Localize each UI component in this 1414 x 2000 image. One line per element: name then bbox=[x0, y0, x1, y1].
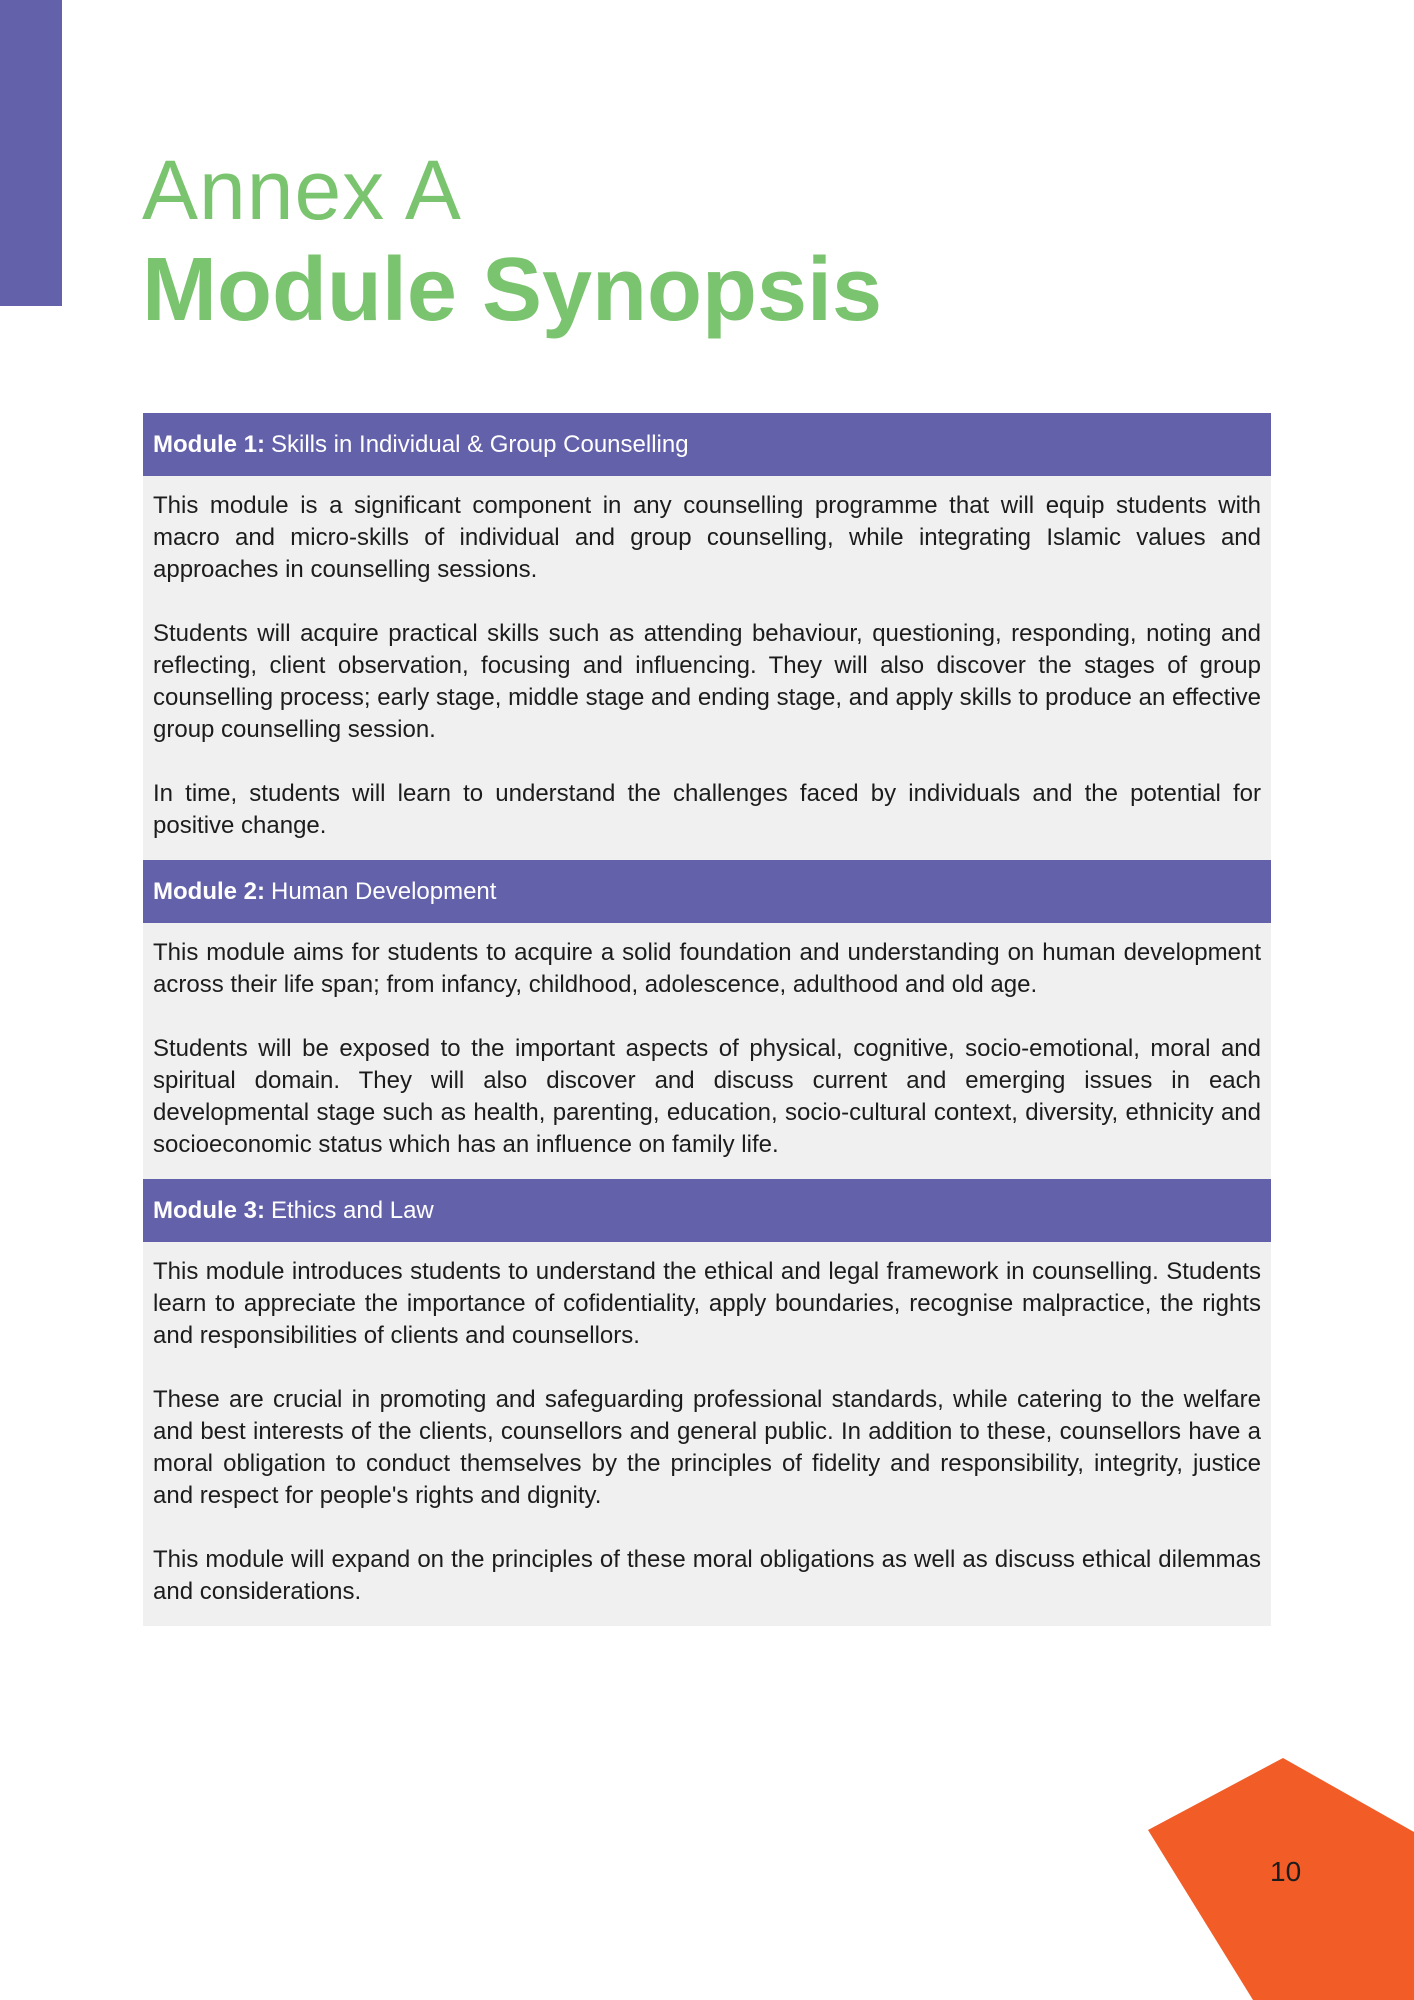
module-body bbox=[143, 476, 1271, 860]
module-paragraph: Students will be exposed to the important aspects of physical, cognitive, socio-emotional, moral and spiritual domain. They will also discover and discuss current and emerging issues in each developmental stage such as health, parenting, education, socio-cultural context, diversity, ethnicity and socioeconomic status which has an influence on family life. bbox=[153, 1035, 1261, 1158]
module-section bbox=[143, 860, 1271, 1179]
module-number: Module 3: bbox=[153, 1196, 265, 1224]
module-header bbox=[143, 413, 1271, 476]
module-section bbox=[143, 1179, 1271, 1626]
module-paragraph: This module introduces students to understand the ethical and legal framework in counselling. Students learn to appreciate the importance of cofidentiality, apply boundaries, recognise malpractice, the rights and responsibilities of clients and counsellors. bbox=[153, 1258, 1261, 1349]
annex-label: Annex A bbox=[142, 143, 462, 237]
module-paragraph: This module is a significant component in any counselling programme that will equip students with macro and micro-skills of individual and group counselling, while integrating Islamic values and approaches in counselling sessions. bbox=[153, 492, 1261, 583]
module-header bbox=[143, 1179, 1271, 1242]
page-title bbox=[142, 140, 882, 340]
page-number: 10 bbox=[1270, 1856, 1302, 1887]
module-list bbox=[143, 413, 1271, 1626]
module-paragraph: These are crucial in promoting and safeguarding professional standards, while catering to the welfare and best interests of the clients, counsellors and general public. In addition to these, counsellors have a moral obligation to conduct themselves by the principles of fidelity and responsibility, integrity, justice and respect for people's rights and dignity. bbox=[153, 1386, 1261, 1509]
module-section bbox=[143, 413, 1271, 860]
module-number: Module 2: bbox=[153, 877, 265, 905]
module-paragraph: This module will expand on the principles of these moral obligations as well as discuss ethical dilemmas and considerations. bbox=[153, 1546, 1261, 1605]
module-name: Ethics and Law bbox=[271, 1196, 434, 1224]
module-number: Module 1: bbox=[153, 430, 265, 458]
side-accent-bar bbox=[0, 0, 62, 306]
module-name: Skills in Individual & Group Counselling bbox=[271, 430, 689, 458]
module-header bbox=[143, 860, 1271, 923]
module-paragraph: This module aims for students to acquire a solid foundation and understanding on human development across their life span; from infancy, childhood, adolescence, adulthood and old age. bbox=[153, 939, 1261, 998]
module-name: Human Development bbox=[271, 877, 497, 905]
section-title: Module Synopsis bbox=[142, 240, 883, 340]
module-body bbox=[143, 923, 1271, 1179]
module-paragraph: In time, students will learn to understand the challenges faced by individuals and the potential for positive change. bbox=[153, 780, 1261, 839]
module-paragraph: Students will acquire practical skills such as attending behaviour, questioning, responding, noting and reflecting, client observation, focusing and influencing. They will also discover the stages of group counselling process; early stage, middle stage and ending stage, and apply skills to produce an effective group counselling session. bbox=[153, 620, 1261, 743]
module-body bbox=[143, 1242, 1271, 1626]
